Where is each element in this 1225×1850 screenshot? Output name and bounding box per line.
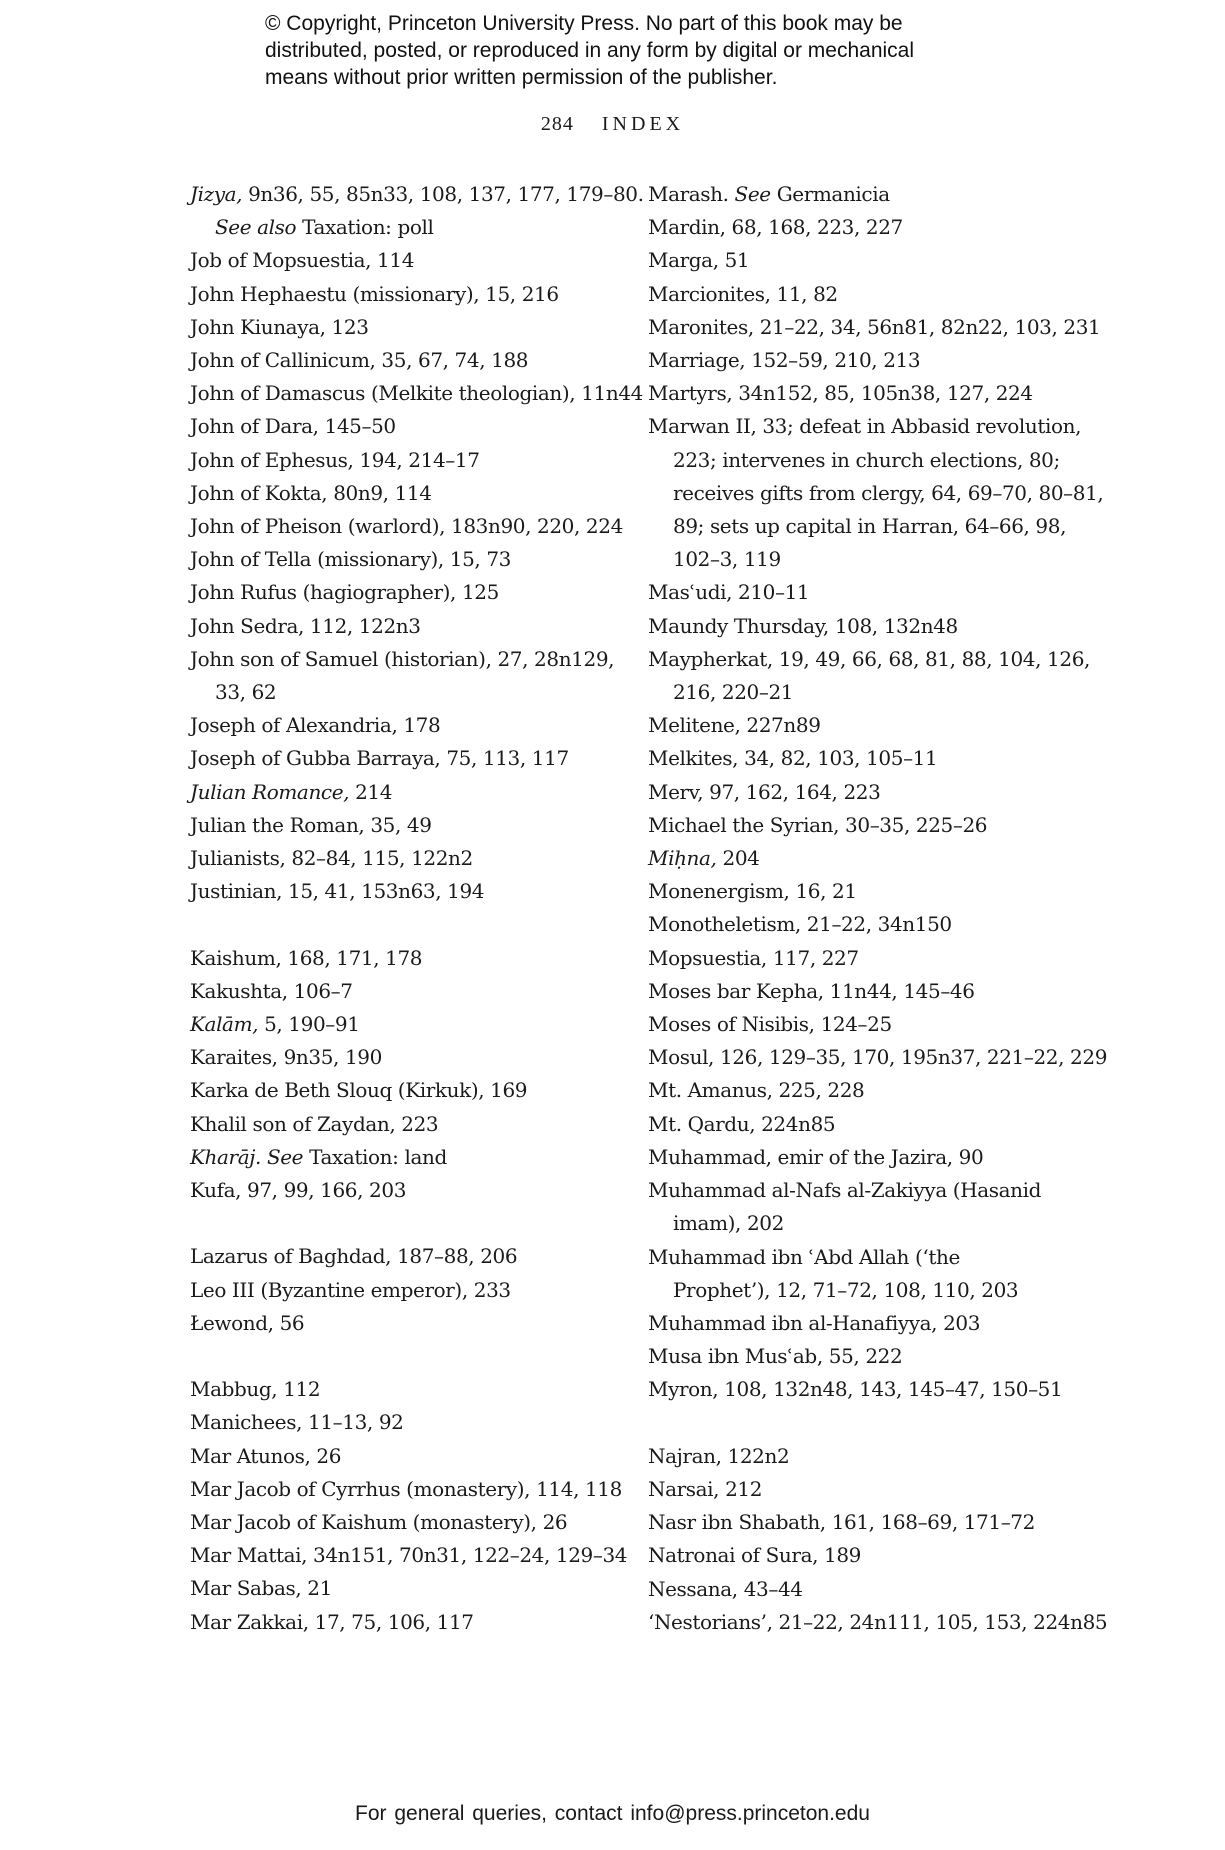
- page-number: 284: [540, 113, 574, 135]
- index-entry: Mar Zakkai, 17, 75, 106, 117: [190, 1609, 474, 1634]
- index-entry-term: Marash.: [648, 182, 735, 206]
- index-entry: John of Kokta, 80n9, 114: [190, 480, 432, 505]
- index-entry: Nessana, 43–44: [648, 1576, 803, 1601]
- index-entry-locators: 204: [716, 846, 760, 871]
- index-entry: Michael the Syrian, 30–35, 225–26: [648, 812, 988, 837]
- index-subline: 102–3, 119: [673, 547, 781, 572]
- index-entry-locators: 9n36, 55, 85n33, 108, 137, 177, 179–80.: [242, 182, 644, 206]
- copyright-line: © Copyright, Princeton University Press. No part of this book may be: [265, 12, 903, 35]
- letter-group-gap: [190, 1207, 630, 1240]
- index-entry-locators: 5, 190–91: [258, 1012, 360, 1037]
- index-entry: Muhammad ibn ʿAbd Allah (‘the: [648, 1244, 960, 1269]
- index-entry-italic-term: Jizya,: [190, 182, 243, 206]
- index-entry: Merv, 97, 162, 164, 223: [648, 779, 881, 804]
- index-entry: Melitene, 227n89: [648, 713, 821, 738]
- letter-group-gap: [190, 1340, 630, 1373]
- copyright-notice: [265, 10, 985, 91]
- index-entry: Justinian, 15, 41, 153n63, 194: [190, 879, 485, 904]
- index-subline: 89; sets up capital in Harran, 64–66, 98,: [673, 514, 1067, 539]
- index-entry: Martyrs, 34n152, 85, 105n38, 127, 224: [648, 381, 1033, 406]
- index-entry: Mar Jacob of Kaishum (monastery), 26: [190, 1510, 568, 1535]
- index-entry: Mar Mattai, 34n151, 70n31, 122–24, 129–34: [190, 1543, 628, 1568]
- index-entry: Kufa, 97, 99, 166, 203: [190, 1178, 407, 1203]
- index-entry: [648, 842, 1088, 875]
- index-entry: John of Ephesus, 194, 214–17: [190, 447, 480, 472]
- index-entry: John of Dara, 145–50: [190, 414, 396, 439]
- index-entry: Karka de Beth Slouq (Kirkuk), 169: [190, 1078, 528, 1103]
- index-subline: 216, 220–21: [673, 680, 794, 705]
- index-entry: Marcionites, 11, 82: [648, 281, 838, 306]
- index-entry: Mar Sabas, 21: [190, 1576, 332, 1601]
- index-entry: Mt. Qardu, 224n85: [648, 1111, 836, 1136]
- index-entry: Joseph of Alexandria, 178: [190, 713, 441, 738]
- index-entry: Julianists, 82–84, 115, 122n2: [190, 846, 473, 871]
- index-entry: Manichees, 11–13, 92: [190, 1410, 404, 1435]
- index-entry-italic-term: Kharāj. See: [190, 1144, 304, 1169]
- copyright-line: distributed, posted, or reproduced in any form by digital or mechanical: [265, 39, 915, 62]
- index-entry: John Hephaestu (missionary), 15, 216: [190, 281, 559, 306]
- index-entry: Marwan II, 33; defeat in Abbasid revolution,: [648, 414, 1082, 439]
- index-entry: Melkites, 34, 82, 103, 105–11: [648, 746, 938, 771]
- index-entry: Mar Jacob of Cyrrhus (monastery), 114, 118: [190, 1476, 622, 1501]
- index-entry: Mabbug, 112: [190, 1377, 321, 1402]
- index-entry-italic-term: Julian Romance,: [190, 779, 350, 804]
- index-entry: Maypherkat, 19, 49, 66, 68, 81, 88, 104, 126,: [648, 646, 1090, 671]
- index-entry: Najran, 122n2: [648, 1443, 790, 1468]
- index-entry: Monenergism, 16, 21: [648, 879, 857, 904]
- index-entry: Lazarus of Baghdad, 187–88, 206: [190, 1244, 518, 1269]
- index-entry: Marriage, 152–59, 210, 213: [648, 348, 921, 373]
- index-entry: Muhammad, emir of the Jazira, 90: [648, 1144, 984, 1169]
- index-entry: Joseph of Gubba Barraya, 75, 113, 117: [190, 746, 569, 771]
- index-entry: Musa ibn Musʿab, 55, 222: [648, 1344, 903, 1369]
- index-entry: [190, 776, 630, 809]
- index-subline: 223; intervenes in church elections, 80;: [673, 447, 1060, 472]
- index-entry: [190, 1141, 630, 1174]
- index-entry: Muhammad al-Nafs al-Zakiyya (Hasanid: [648, 1178, 1042, 1203]
- index-entry: [648, 178, 1088, 211]
- index-entry-locators: 214: [349, 779, 393, 804]
- index-entry: John of Callinicum, 35, 67, 74, 188: [190, 348, 529, 373]
- index-entry: ‘Nestorians’, 21–22, 24n111, 105, 153, 224n85: [648, 1609, 1108, 1634]
- index-entry: Mardin, 68, 168, 223, 227: [648, 215, 903, 240]
- index-entry: Kaishum, 168, 171, 178: [190, 945, 423, 970]
- index-entry: Mar Atunos, 26: [190, 1443, 342, 1468]
- index-entry: Mt. Amanus, 225, 228: [648, 1078, 865, 1103]
- index-cross-ref-target: Germanicia: [770, 182, 890, 206]
- index-cross-ref-target: Taxation: poll: [296, 215, 434, 240]
- index-entry: [190, 178, 644, 211]
- index-entry: John Rufus (hagiographer), 125: [190, 580, 499, 605]
- index-column-left: [190, 178, 644, 1639]
- index-entry: Monotheletism, 21–22, 34n150: [648, 912, 952, 937]
- index-entry-locators: Taxation: land: [303, 1144, 447, 1169]
- index-subline: receives gifts from clergy, 64, 69–70, 80–81,: [673, 480, 1104, 505]
- index-entry: Maronites, 21–22, 34, 56n81, 82n22, 103, 231: [648, 314, 1101, 339]
- index-subline: 33, 62: [215, 680, 277, 705]
- index-entry: Khalil son of Zaydan, 223: [190, 1111, 439, 1136]
- copyright-line: means without prior written permission of the publisher.: [265, 66, 778, 89]
- index-entry: Nasr ibn Shabath, 161, 168–69, 171–72: [648, 1510, 1035, 1535]
- index-entry: John Kiunaya, 123: [190, 314, 369, 339]
- index-subline: Prophet’), 12, 71–72, 108, 110, 203: [673, 1277, 1019, 1302]
- running-head: [0, 113, 1225, 136]
- index-entry: Natronai of Sura, 189: [648, 1543, 861, 1568]
- index-entry: Kakushta, 106–7: [190, 978, 353, 1003]
- index-entry: John Sedra, 112, 122n3: [190, 613, 421, 638]
- index-entry: Karaites, 9n35, 190: [190, 1045, 382, 1070]
- index-cross-ref-label: See also: [215, 215, 297, 240]
- letter-group-gap: [190, 908, 630, 941]
- index-entry: Maundy Thursday, 108, 132n48: [648, 613, 958, 638]
- section-title: INDEX: [601, 113, 685, 135]
- index-entry: Job of Mopsuestia, 114: [190, 248, 415, 273]
- index-entry: Moses of Nisibis, 124–25: [648, 1012, 892, 1037]
- index-entry-italic-term: Kalām,: [190, 1012, 259, 1037]
- index-entry: John son of Samuel (historian), 27, 28n129,: [190, 646, 615, 671]
- index-entry-italic-term: Miḥna,: [648, 846, 717, 871]
- index-entry: Julian the Roman, 35, 49: [190, 812, 432, 837]
- index-entry: Moses bar Kepha, 11n44, 145–46: [648, 978, 975, 1003]
- index-entry: Mosul, 126, 129–35, 170, 195n37, 221–22, 229: [648, 1045, 1108, 1070]
- index-column-right: [648, 178, 1108, 1639]
- letter-group-gap: [648, 1407, 1088, 1440]
- index-entry: Leo III (Byzantine emperor), 233: [190, 1277, 511, 1302]
- index-entry: John of Tella (missionary), 15, 73: [190, 547, 511, 572]
- index-entry: Narsai, 212: [648, 1476, 763, 1501]
- index-entry: [190, 1008, 630, 1041]
- index-entry: John of Pheison (warlord), 183n90, 220, 224: [190, 514, 623, 539]
- index-subline: imam), 202: [673, 1211, 784, 1236]
- index-entry: Myron, 108, 132n48, 143, 145–47, 150–51: [648, 1377, 1063, 1402]
- index-entry: Mopsuestia, 117, 227: [648, 945, 859, 970]
- index-entry: Łewond, 56: [190, 1310, 305, 1335]
- index-entry: Muhammad ibn al-Hanafiyya, 203: [648, 1310, 981, 1335]
- index-entry: [190, 211, 630, 244]
- index-entry: Marga, 51: [648, 248, 750, 273]
- index-entry: Masʿudi, 210–11: [648, 580, 810, 605]
- index-entry: John of Damascus (Melkite theologian), 11n44: [190, 381, 643, 406]
- footer-contact: For general queries, contact info@press.princeton.edu: [355, 1802, 870, 1825]
- index-cross-ref-label: See: [734, 182, 771, 206]
